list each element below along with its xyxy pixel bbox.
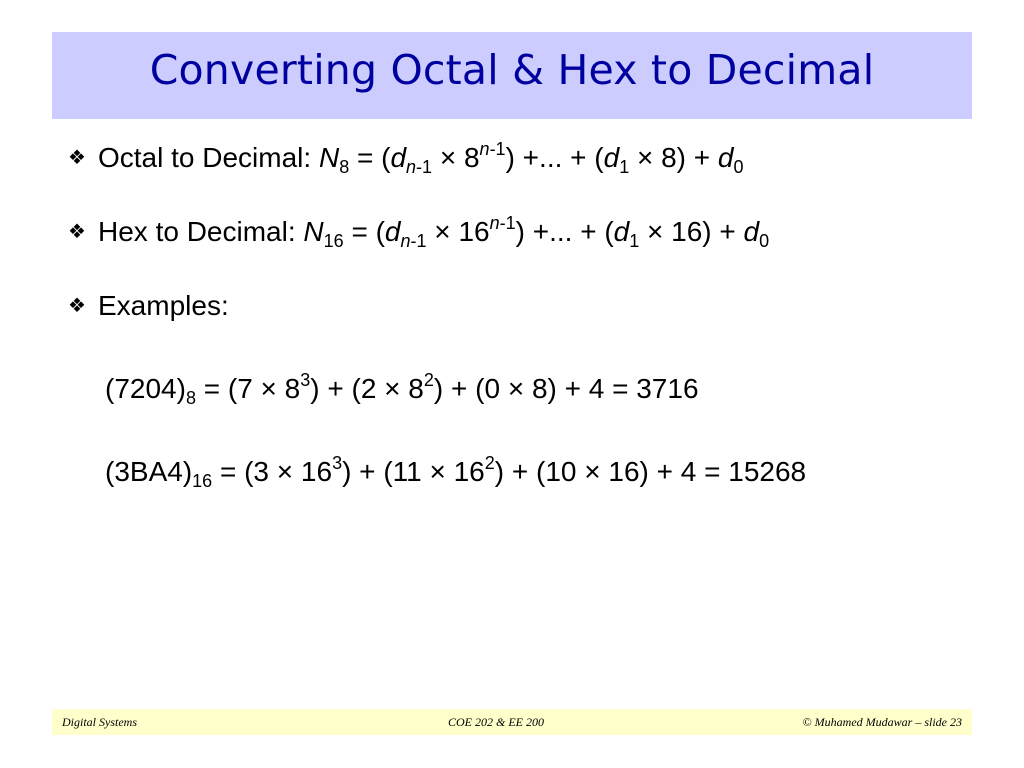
bullet-label: Octal to Decimal:: [98, 142, 312, 173]
formula-minus-one: -1: [489, 139, 506, 159]
example-number: (3BA4): [105, 456, 193, 487]
formula-text: ) +... + (: [515, 216, 614, 247]
example-number: (7204): [105, 373, 186, 404]
formula-minus-one: -1: [416, 157, 433, 177]
footer-copyright: © Muhamed Mudawar – slide 23: [802, 715, 962, 729]
example-text: = (3 × 16: [212, 456, 333, 487]
formula-d: d: [743, 216, 760, 247]
formula-n: n: [400, 231, 411, 251]
example-octal: [105, 370, 699, 408]
formula-text: = (: [351, 216, 385, 247]
formula-d: d: [603, 142, 620, 173]
example-exponent: 2: [423, 370, 434, 390]
footer-bar: [52, 709, 972, 735]
bullet-examples: [68, 290, 229, 322]
example-exponent: 2: [484, 453, 495, 473]
formula-subscript: [401, 231, 427, 251]
example-exponent: 3: [332, 453, 343, 473]
formula-N: N: [318, 142, 340, 173]
diamond-bullet-icon: ❖: [68, 295, 86, 317]
formula-d: d: [390, 142, 407, 173]
formula-N: N: [303, 216, 324, 247]
example-text: ) + (2 × 8: [310, 373, 424, 404]
bullet-label: Examples:: [98, 290, 229, 321]
formula-n: n: [479, 139, 490, 159]
formula-d: d: [613, 216, 630, 247]
bullet-hex-to-decimal: [68, 213, 770, 251]
example-base: 16: [192, 471, 213, 491]
example-text: ) + (11 × 16: [342, 456, 485, 487]
formula-text: × 8) +: [629, 142, 718, 173]
example-result: ) + (10 × 16) + 4 = 15268: [494, 456, 807, 487]
formula-text: × 16: [426, 216, 490, 247]
formula-subscript: 0: [733, 157, 744, 177]
formula-base: 8: [339, 157, 350, 177]
formula-text: × 16) +: [639, 216, 744, 247]
formula-subscript: [406, 157, 432, 177]
formula-subscript: 1: [619, 157, 630, 177]
example-base: 8: [185, 388, 196, 408]
formula-n: n: [406, 157, 417, 177]
formula-minus-one: -1: [410, 231, 427, 251]
formula-exponent: [480, 139, 506, 159]
bullet-octal-to-decimal: [68, 139, 744, 177]
example-hex: [105, 453, 807, 491]
formula-text: ) +... + (: [505, 142, 604, 173]
formula-text: = (: [356, 142, 391, 173]
formula-exponent: [490, 213, 516, 233]
example-text: = (7 × 8: [195, 373, 301, 404]
formula-text: × 8: [432, 142, 480, 173]
bullet-label: Hex to Decimal:: [98, 216, 296, 247]
example-exponent: 3: [300, 370, 311, 390]
diamond-bullet-icon: ❖: [68, 147, 86, 169]
formula-d: d: [717, 142, 734, 173]
formula-subscript: 0: [759, 231, 770, 251]
footer-course-name: Digital Systems: [62, 715, 137, 729]
slide-title: Converting Octal & Hex to Decimal: [149, 46, 875, 94]
formula-subscript: 1: [629, 231, 640, 251]
title-bar: [52, 32, 972, 119]
formula-n: n: [489, 213, 500, 233]
example-result: ) + (0 × 8) + 4 = 3716: [433, 373, 699, 404]
formula-minus-one: -1: [499, 213, 516, 233]
formula-base: 16: [323, 231, 344, 251]
footer-course-code: COE 202 & EE 200: [448, 715, 544, 729]
diamond-bullet-icon: ❖: [68, 221, 86, 243]
formula-d: d: [384, 216, 401, 247]
